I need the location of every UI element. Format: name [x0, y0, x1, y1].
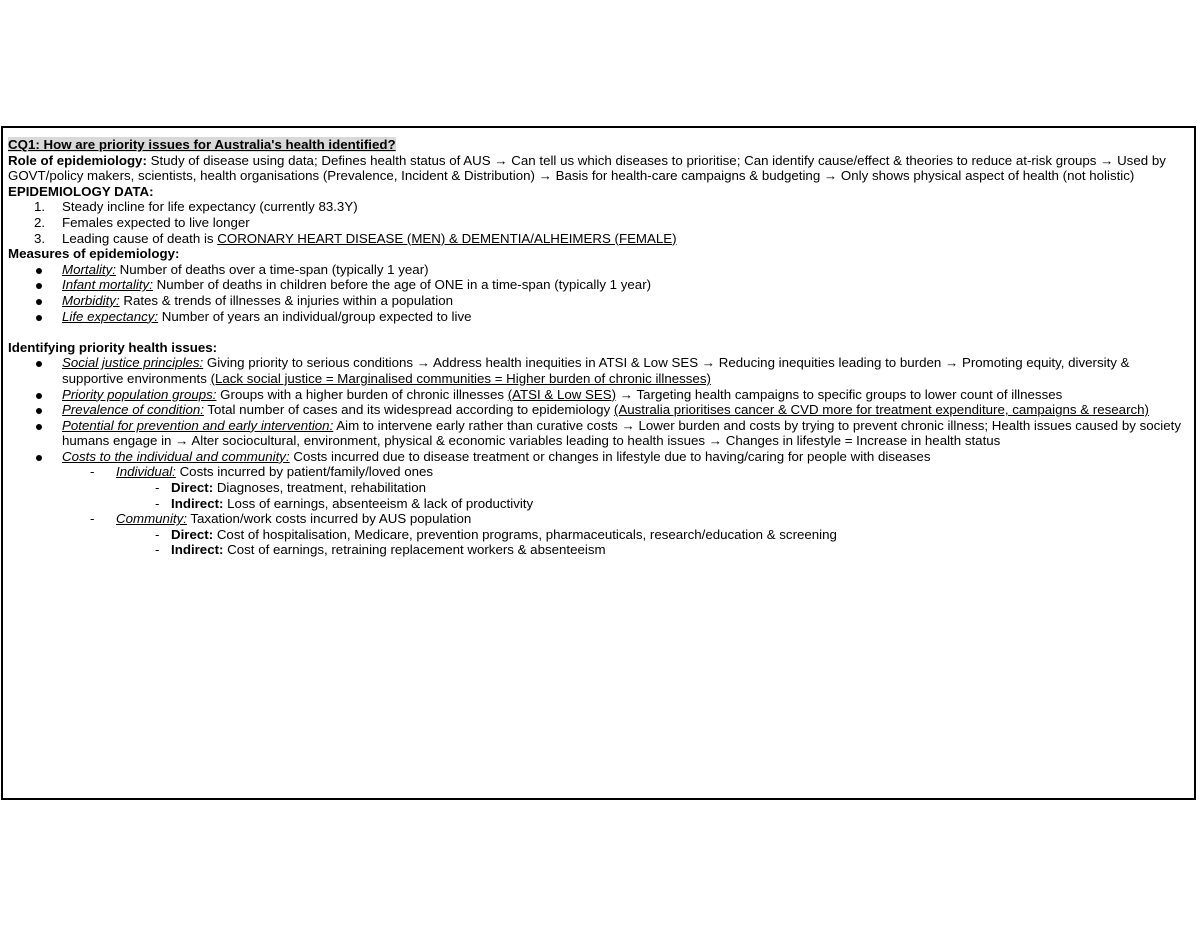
list-item	[8, 309, 1186, 325]
heading-text: CQ1: How are priority issues for Australia's health identified?	[8, 137, 396, 152]
definition: Number of years an individual/group expected to live	[158, 308, 472, 324]
list-item	[8, 449, 1186, 465]
definition: Total number of cases and its widespread according to epidemiology	[203, 402, 614, 418]
definition: Costs incurred by patient/family/loved ones	[175, 464, 434, 480]
definition: Number of deaths in children before the age of ONE in a time-span (typically 1 year)	[152, 277, 652, 293]
term: Morbidity:	[62, 292, 120, 308]
direct-text: Cost of hospitalisation, Medicare, prevention programs, pharmaceuticals, research/education & screening	[213, 526, 837, 542]
bullet-icon	[36, 268, 42, 274]
bullet-icon	[36, 408, 42, 414]
indirect-text: Loss of earnings, absenteeism & lack of productivity	[223, 495, 534, 511]
role-text: Study of disease using data; Defines health status of AUS → Can tell us which diseases to prioritise; Can identify cause/effect & theories to reduce at-risk groups → Used by GOVT/policy makers, scientists, health organisations (Prevalence, Incident & Distribution) → Basis for health-care campaigns & budgeting → Only shows physical aspect of health (not holistic)	[8, 152, 1166, 184]
list-text: Females expected to live longer	[62, 214, 250, 230]
identifying-list	[8, 355, 1186, 464]
list-item	[8, 215, 1186, 231]
individual-indirect	[8, 496, 1186, 512]
definition: Taxation/work costs incurred by AUS population	[186, 511, 472, 527]
list-number: 2.	[34, 214, 46, 230]
definition: Rates & trends of illnesses & injuries within a population	[119, 292, 453, 308]
leading-cause-underlined: CORONARY HEART DISEASE (MEN) & DEMENTIA/ALHEIMERS (FEMALE)	[217, 230, 677, 246]
list-number: 1.	[34, 199, 46, 215]
community-costs	[8, 511, 1186, 527]
term: Individual:	[116, 464, 176, 480]
list-item	[8, 293, 1186, 309]
definition-continued: → Targeting health campaigns to specific groups to lower count of illnesses	[616, 386, 1063, 402]
community-indirect	[8, 542, 1186, 558]
definition: Groups with a higher burden of chronic illnesses	[216, 386, 508, 402]
dash-icon: -	[155, 542, 160, 558]
document-heading	[8, 137, 1186, 153]
individual-direct	[8, 480, 1186, 496]
list-item	[8, 387, 1186, 403]
definition: Giving priority to serious conditions → Address health inequities in ATSI & Low SES → Reducing inequities leading to burden → Promoting equity, diversity & supportive environments	[62, 355, 1130, 386]
bullet-icon	[36, 283, 42, 289]
underlined-note: (Australia prioritises cancer & CVD more for treatment expenditure, campaigns & research)	[613, 402, 1149, 418]
document-body	[8, 137, 1186, 558]
community-direct	[8, 527, 1186, 543]
identifying-title-text: Identifying priority health issues:	[8, 339, 218, 355]
indirect-label: Indirect:	[171, 495, 224, 511]
bullet-icon	[36, 424, 42, 430]
measures-title	[8, 246, 1186, 262]
list-text: Leading cause of death is	[62, 230, 218, 246]
direct-label: Direct:	[171, 526, 214, 542]
dash-icon: -	[90, 511, 95, 527]
list-item	[8, 231, 1186, 247]
dash-icon: -	[155, 480, 160, 496]
spacer	[8, 324, 1186, 340]
list-item	[8, 199, 1186, 215]
bullet-icon	[36, 299, 42, 305]
measures-list	[8, 262, 1186, 324]
list-item	[8, 355, 1186, 386]
indirect-text: Cost of earnings, retraining replacement workers & absenteeism	[223, 542, 606, 558]
epidemiology-data-title	[8, 184, 1186, 200]
bullet-icon	[36, 315, 42, 321]
indirect-label: Indirect:	[171, 542, 224, 558]
measures-title-text: Measures of epidemiology:	[8, 246, 180, 262]
epi-data-title-text: EPIDEMIOLOGY DATA:	[8, 183, 154, 199]
term: Infant mortality:	[62, 277, 153, 293]
list-item	[8, 418, 1186, 449]
bullet-icon	[36, 393, 42, 399]
dash-icon: -	[155, 495, 160, 511]
list-item	[8, 262, 1186, 278]
list-item	[8, 402, 1186, 418]
term: Social justice principles:	[62, 355, 204, 371]
dash-icon: -	[90, 464, 95, 480]
role-label: Role of epidemiology:	[8, 152, 147, 168]
term: Prevalence of condition:	[62, 402, 204, 418]
underlined-note: (ATSI & Low SES)	[507, 386, 617, 402]
term: Community:	[116, 511, 187, 527]
definition: Aim to intervene early rather than curative costs → Lower burden and costs by trying to prevent chronic illness; Health issues caused by society humans engage in → Alter sociocultural, environment, physical & economic variables leading to health issues → Changes in lifestyle = Increase in health status	[62, 417, 1182, 449]
list-item	[8, 277, 1186, 293]
role-of-epidemiology	[8, 153, 1186, 184]
identifying-title	[8, 340, 1186, 356]
term: Costs to the individual and community:	[62, 448, 290, 464]
underlined-note: (Lack social justice = Marginalised communities = Higher burden of chronic illnesses)	[210, 370, 711, 386]
direct-text: Diagnoses, treatment, rehabilitation	[213, 480, 426, 496]
bullet-icon	[36, 361, 42, 367]
dash-icon: -	[155, 526, 160, 542]
direct-label: Direct:	[171, 480, 214, 496]
definition: Number of deaths over a time-span (typically 1 year)	[115, 261, 429, 277]
list-text: Steady incline for life expectancy (currently 83.3Y)	[62, 199, 358, 215]
epidemiology-data-list	[8, 199, 1186, 246]
term: Priority population groups:	[62, 386, 217, 402]
individual-costs	[8, 464, 1186, 480]
list-number: 3.	[34, 230, 46, 246]
definition: Costs incurred due to disease treatment or changes in lifestyle due to having/caring for people with diseases	[289, 448, 931, 464]
term: Life expectancy:	[62, 308, 159, 324]
term: Potential for prevention and early intervention:	[62, 417, 334, 433]
bullet-icon	[36, 455, 42, 461]
term: Mortality:	[62, 261, 116, 277]
